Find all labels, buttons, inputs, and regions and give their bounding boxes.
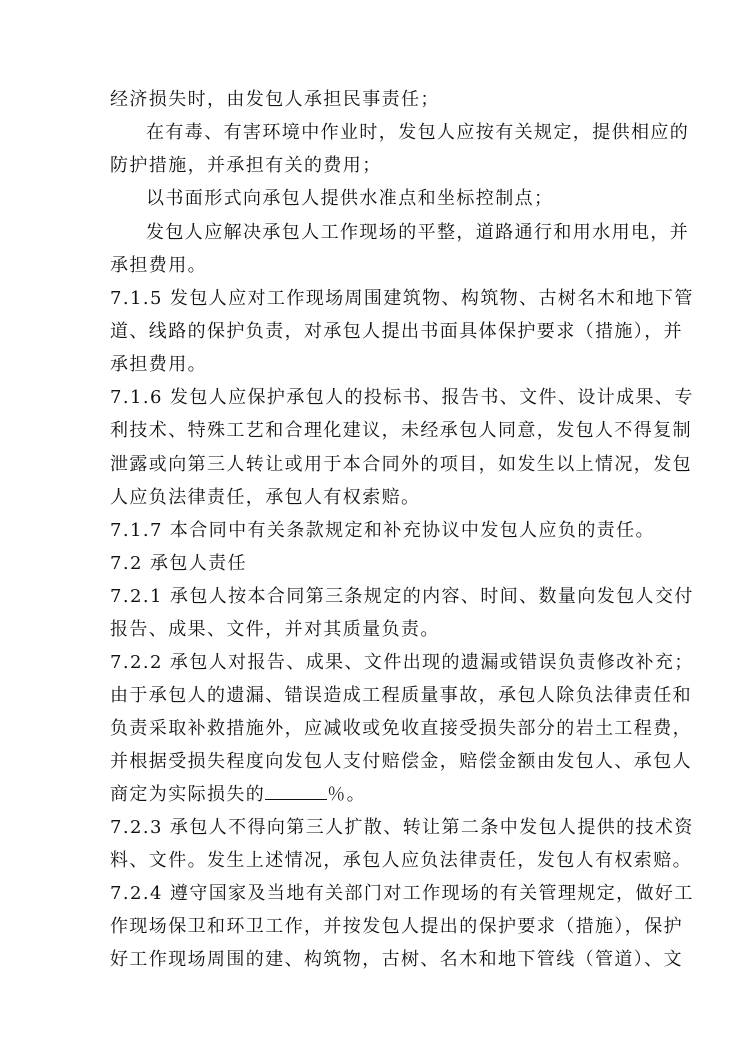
text-fragment: 商定为实际损失的 <box>110 784 266 805</box>
text-line: 利技术、特殊工艺和合理化建议，未经承包人同意，发包人不得复制 <box>110 420 692 441</box>
text-line: 经济损失时，由发包人承担民事责任； <box>110 89 440 110</box>
text-line: 报告、成果、文件，并对其质量负责。 <box>110 619 440 640</box>
text-fragment: ％。 <box>327 784 367 805</box>
text-line: 以书面形式向承包人提供水准点和坐标控制点； <box>146 188 554 209</box>
text-line: 道、线路的保护负责，对承包人提出书面具体保护要求（措施），并 <box>110 321 683 342</box>
text-line: 好工作现场周围的建、构筑物，古树、名木和地下管线（管道）、文 <box>110 949 683 970</box>
text-line-with-blank <box>110 783 636 807</box>
text-line: 7.1.6 发包人应保护承包人的投标书、报告书、文件、设计成果、专 <box>110 387 694 408</box>
text-line: 防护措施，并承担有关的费用； <box>110 155 382 176</box>
text-line: 人应负法律责任，承包人有权索赔。 <box>110 487 421 508</box>
text-line: 7.2.4 遵守国家及当地有关部门对工作现场的有关管理规定，做好工 <box>110 883 694 904</box>
text-line: 并根据受损失程度向发包人支付赔偿金，赔偿金额由发包人、承包人 <box>110 751 692 772</box>
text-line: 7.2.3 承包人不得向第三人扩散、转让第二条中发包人提供的技术资 <box>110 817 694 838</box>
text-line: 负责采取补救措施外，应减收或免收直接受损失部分的岩土工程费， <box>110 718 692 739</box>
text-line: 7.2.1 承包人按本合同第三条规定的内容、时间、数量向发包人交付 <box>110 586 694 607</box>
text-line: 7.1.5 发包人应对工作现场周围建筑物、构筑物、古树名木和地下管 <box>110 288 694 309</box>
text-line: 发包人应解决承包人工作现场的平整，道路通行和用水用电，并 <box>146 222 690 243</box>
text-line: 承担费用。 <box>110 354 207 375</box>
text-line: 料、文件。发生上述情况，承包人应负法律责任，发包人有权索赔。 <box>110 850 692 871</box>
text-line: 泄露或向第三人转让或用于本合同外的项目，如发生以上情况，发包 <box>110 454 692 475</box>
text-line: 7.1.7 本合同中有关条款规定和补充协议中发包人应负的责任。 <box>110 520 655 541</box>
text-line: 由于承包人的遗漏、错误造成工程质量事故，承包人除负法律责任和 <box>110 685 692 706</box>
text-line: 在有毒、有害环境中作业时，发包人应按有关规定，提供相应的 <box>146 122 690 143</box>
fill-in-blank <box>265 785 327 800</box>
text-line: 7.2.2 承包人对报告、成果、文件出现的遗漏或错误负责修改补充； <box>110 652 694 673</box>
text-line: 承担费用。 <box>110 255 207 276</box>
section-heading: 7.2 承包人责任 <box>110 553 247 574</box>
text-line: 作现场保卫和环卫工作，并按发包人提出的保护要求（措施），保护 <box>110 916 683 937</box>
